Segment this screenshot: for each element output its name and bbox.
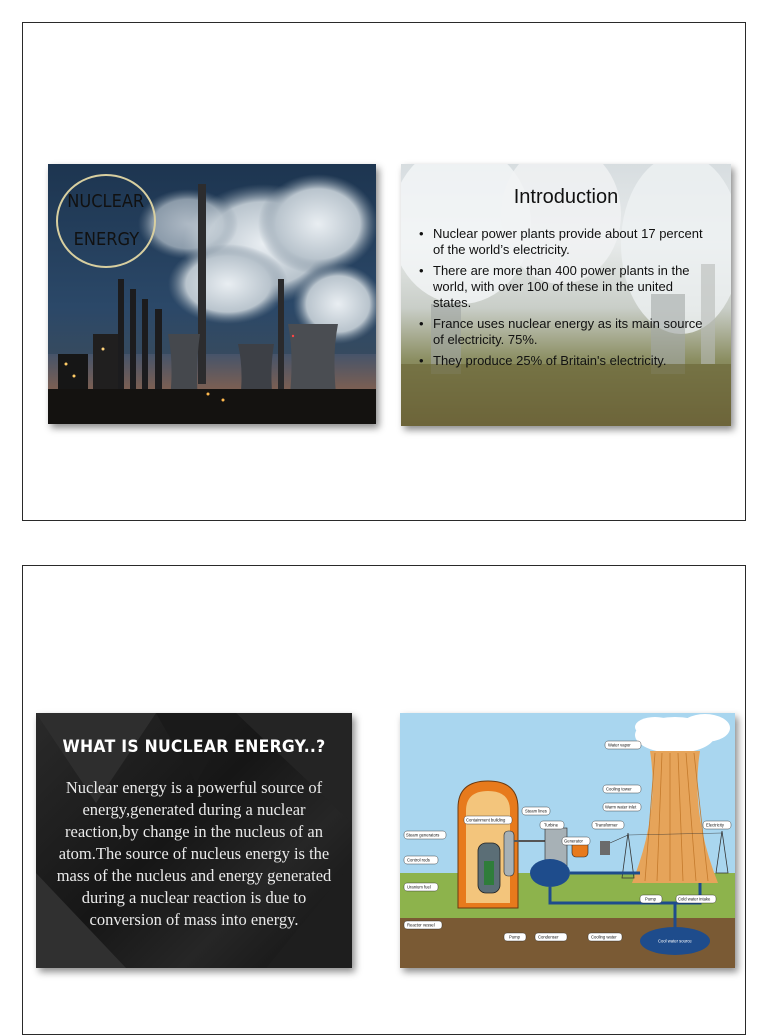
document-page-2 [22, 565, 746, 1035]
slide-what-is-nuclear-energy [36, 713, 352, 968]
bullet-item: • France uses nuclear energy as its main source of electricity. 75%. [419, 316, 713, 348]
label-cooling-water: Cooling water [591, 934, 617, 940]
label-condenser: Condenser [538, 934, 559, 940]
label-electricity: Electricity [706, 822, 724, 828]
condenser [530, 859, 570, 887]
document-page-1 [22, 22, 746, 521]
label-uranium-fuel: Uranium fuel [407, 884, 431, 890]
bullet-item: • Nuclear power plants provide about 17 percent of the world’s electricity. [419, 226, 713, 258]
slide-nuclear-energy-photo [48, 164, 376, 424]
bullet-list [419, 226, 713, 374]
label-cooling-tower: Cooling tower [606, 786, 632, 792]
label-water-vapor: Water vapor [608, 742, 631, 748]
label-cool-water-source: Cool water source [658, 938, 692, 944]
bullet-item: • There are more than 400 power plants in the world, with over 100 of these in the united states. [419, 263, 713, 311]
label-reactor-vessel: Reactor vessel [407, 922, 435, 928]
label-containment-building: Containment building [466, 817, 506, 823]
label-control-rods: Control rods [407, 857, 430, 863]
label-warm-water-inlet: Warm water inlet [605, 804, 637, 810]
label-turbine: Turbine [544, 822, 559, 828]
label-transformer: Transformer [595, 822, 618, 828]
label-pump-left: Pump [509, 934, 520, 940]
slide-title: Introduction [513, 186, 619, 208]
badge-line-1: NUCLEAR [67, 191, 145, 212]
label-pump-right: Pump [645, 896, 656, 902]
bullet-item: • They produce 25% of Britain's electricity. [419, 353, 713, 369]
label-steam-lines: Steam lines [525, 808, 547, 814]
label-generator: Generator [564, 838, 583, 844]
slide-nuclear-plant-diagram [400, 713, 735, 968]
label-steam-generators: Steam generators [406, 832, 440, 838]
badge-line-2: ENERGY [73, 229, 139, 250]
slide-body-text: Nuclear energy is a powerful source of energy,generated during a nuclear reaction,by change in the nucleus of an atom.The source of nucleus energy is the mass of the nucleus and energy generated during a nuclear reaction is due to conversion of mass into energy. [56, 778, 332, 929]
slide-title: WHAT IS NUCLEAR ENERGY..? [62, 737, 326, 757]
nuclear-energy-badge [56, 174, 156, 268]
slide-introduction [401, 164, 731, 426]
reactor-diagram [400, 713, 735, 968]
label-cold-water-intake: Cold water intake [678, 896, 711, 902]
